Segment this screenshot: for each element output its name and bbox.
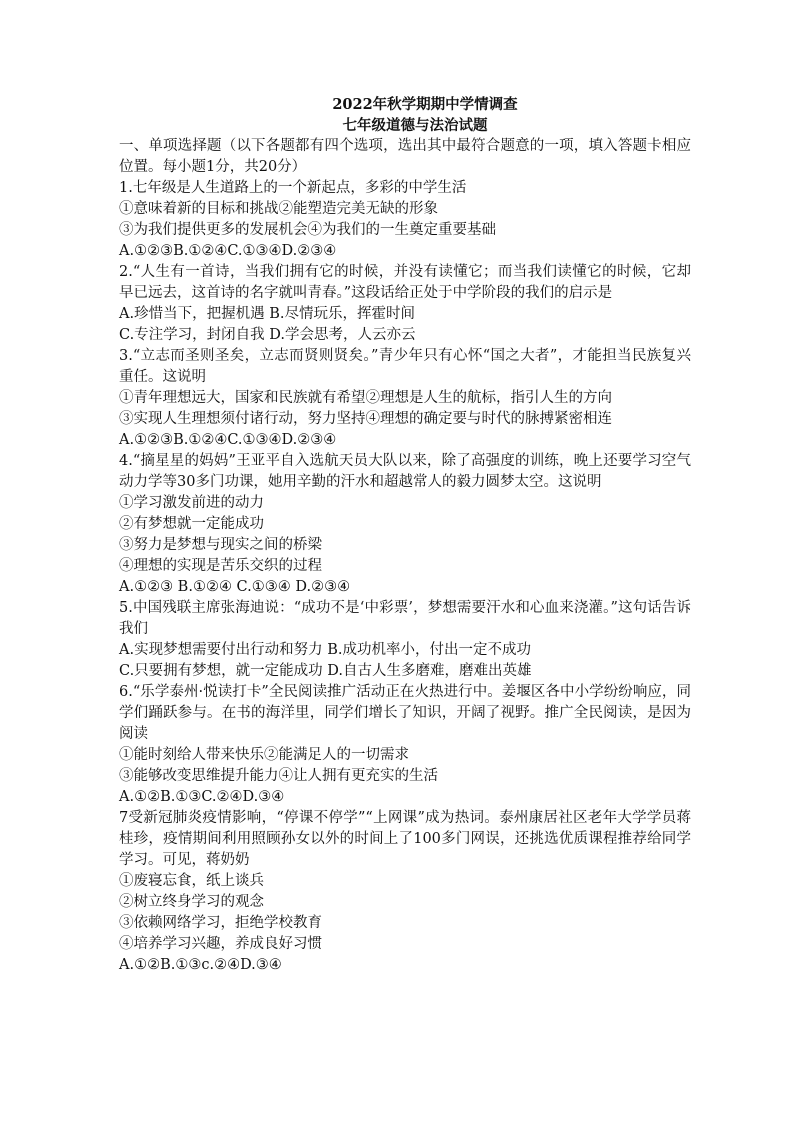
question-3 (119, 346, 691, 451)
question-stem: 7受新冠肺炎疫情影响，“停课不停学”“上网课”成为热词。泰州康居社区老年大学学员蒋桂珍，疫情期间利用照顾孙女以外的时间上了100多门网误，还挑选优质课程推荐给同学学习。可见，蒋奶奶 (119, 810, 691, 868)
answer-options: A.①②③B.①②④C.①③④D.②③④ (119, 432, 337, 448)
question-stem: 4.“摘星星的妈妈”王亚平自入选航天员大队以来，除了高强度的训练，晚上还要学习空气动力学等30多门功课，她用辛勤的汗水和超越常人的毅力圆梦太空。这说明 (119, 453, 691, 490)
answer-options: A.①②③B.①②④C.①③④D.②③④ (119, 243, 337, 259)
answer-options: A.①②B.①③c.②④D.③④ (119, 957, 282, 973)
answer-options: A.①②③ B.①②④ C.①③④ D.②③④ (119, 579, 351, 595)
question-item: ①青年理想远大，国家和民族就有希望②理想是人生的航标，指引人生的方向 (119, 390, 612, 406)
question-6 (119, 682, 691, 808)
exam-title: 2022年秋学期期中学情调查 (332, 96, 518, 113)
question-item: ①学习激发前进的动力 (119, 495, 264, 511)
answer-options: A.实现梦想需要付出行动和努力 B.成功机率小，付出一定不成功 (119, 642, 531, 658)
question-item: ④培养学习兴趣，养成良好习惯 (119, 936, 322, 952)
question-item: ①废寝忘食，纸上谈兵 (119, 873, 264, 889)
question-item: ③为我们提供更多的发展机会④为我们的一生奠定重要基础 (119, 222, 496, 238)
question-item: ③依赖网络学习，拒绝学校教育 (119, 915, 322, 931)
question-stem: 3.“立志而圣则圣矣，立志而贤则贤矣。”青少年只有心怀“国之大者”，才能担当民族复兴重任。这说明 (119, 348, 691, 385)
answer-options: A.①②B.①③C.②④D.③④ (119, 789, 285, 805)
question-stem: 5.中国残联主席张海迪说：“成功不是‘中彩票’，梦想需要汗水和心血来浇灌。”这句话告诉我们 (119, 600, 691, 637)
question-stem: 2.“人生有一首诗，当我们拥有它的时候，并没有读懂它；而当我们读懂它的时候，它却早已远去，这首诗的名字就叫青春。”这段话给正处于中学阶段的我们的启示是 (119, 264, 691, 301)
exam-subtitle: 七年级道德与法治试题 (342, 117, 488, 134)
answer-options: C.只要拥有梦想，就一定能成功 D.自古人生多磨难，磨难出英雄 (119, 663, 532, 679)
question-item: ①能时刻给人带来快乐②能满足人的一切需求 (119, 747, 409, 763)
exam-page (119, 94, 691, 976)
question-item: ②树立终身学习的观念 (119, 894, 264, 910)
question-4 (119, 451, 691, 598)
answer-options: A.珍惜当下，把握机遇 B.尽情玩乐，挥霍时间 (119, 306, 415, 322)
question-item: ③努力是梦想与现实之间的桥梁 (119, 537, 322, 553)
answer-options: C.专注学习，封闭自我 D.学会思考，人云亦云 (119, 327, 416, 343)
question-item: ①意味着新的目标和挑战②能塑造完美无缺的形象 (119, 201, 438, 217)
question-stem: 1.七年级是人生道路上的一个新起点，多彩的中学生活 (119, 180, 467, 196)
question-2 (119, 262, 691, 346)
question-item: ②有梦想就一定能成功 (119, 516, 264, 532)
question-item: ④理想的实现是苦乐交织的过程 (119, 558, 322, 574)
question-1 (119, 178, 691, 262)
question-stem: 6.“乐学泰州·悦读打卡”全民阅读推广活动正在火热进行中。姜堰区各中小学纷纷响应，同学们踊跃参与。在书的海洋里，同学们增长了知识，开阔了视野。推广全民阅读，是因为阅读 (119, 684, 691, 742)
section-instruction: 一、单项选择题（以下各题都有四个选项，选出其中最符合题意的一项，填入答题卡相应位置。每小题1分，共20分） (119, 138, 691, 175)
question-5 (119, 598, 691, 682)
question-7 (119, 808, 691, 976)
question-item: ③实现人生理想须付诸行动，努力坚持④理想的确定要与时代的脉搏紧密相连 (119, 411, 612, 427)
question-item: ③能够改变思维提升能力④让人拥有更充实的生活 (119, 768, 438, 784)
